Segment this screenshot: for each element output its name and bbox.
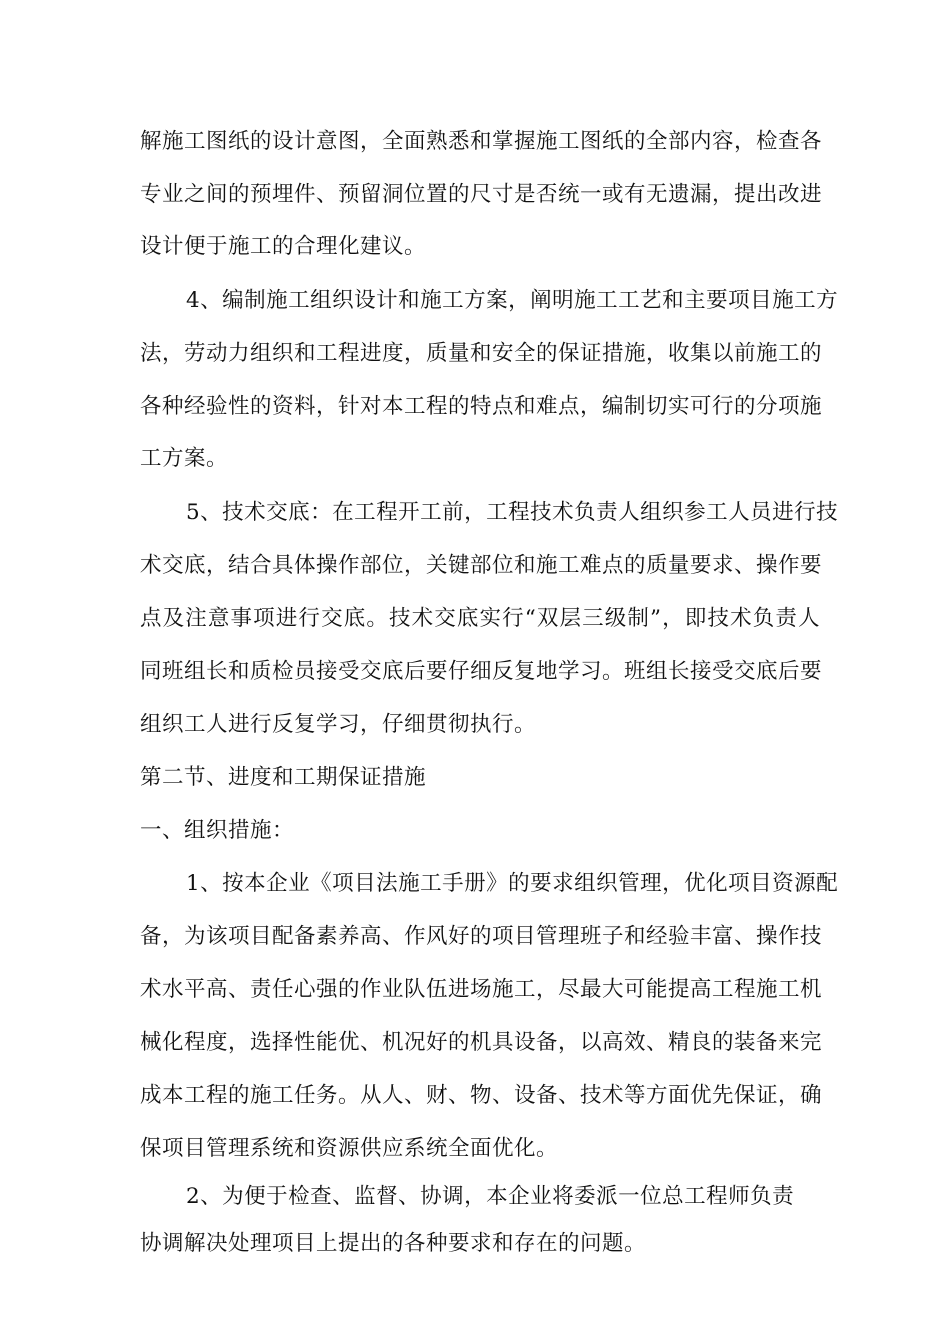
text-line: 2、为便于检查、监督、协调，本企业将委派一位总工程师负责 (186, 1184, 795, 1209)
text-line: 工方案。 (140, 446, 229, 471)
text-line: 设计便于施工的合理化建议。 (140, 234, 427, 259)
text-line: 专业之间的预埋件、预留洞位置的尺寸是否统一或有无遗漏，提出改进 (140, 182, 823, 207)
text-line: 术水平高、责任心强的作业队伍进场施工，尽最大可能提高工程施工机 (140, 977, 823, 1002)
text-line: 法，劳动力组织和工程进度，质量和安全的保证措施，收集以前施工的 (140, 341, 823, 366)
text-line: 点及注意事项进行交底。技术交底实行“双层三级制”，即技术负责人 (140, 606, 820, 631)
text-line: 1、按本企业《项目法施工手册》的要求组织管理，优化项目资源配 (186, 871, 839, 896)
text-line: 备，为该项目配备素养高、作风好的项目管理班子和经验丰富、操作技 (140, 924, 823, 949)
text-line: 保项目管理系统和资源供应系统全面优化。 (140, 1136, 559, 1161)
text-line: 械化程度，选择性能优、机况好的机具设备，以高效、精良的装备来完 (140, 1030, 823, 1055)
section-heading: 第二节、进度和工期保证措施 (140, 765, 427, 790)
text-line: 成本工程的施工任务。从人、财、物、设备、技术等方面优先保证，确 (140, 1083, 823, 1108)
text-line: 组织工人进行反复学习，仔细贯彻执行。 (140, 712, 537, 737)
text-line: 术交底，结合具体操作部位，关键部位和施工难点的质量要求、操作要 (140, 553, 823, 578)
text-line: 5、技术交底：在工程开工前，工程技术负责人组织参工人员进行技 (186, 500, 839, 525)
text-line: 协调解决处理项目上提出的各种要求和存在的问题。 (140, 1231, 647, 1256)
subsection-heading: 一、组织措施： (140, 818, 295, 843)
text-line: 各种经验性的资料，针对本工程的特点和难点，编制切实可行的分项施 (140, 394, 823, 419)
text-line: 4、编制施工组织设计和施工方案，阐明施工工艺和主要项目施工方 (186, 288, 839, 313)
text-line: 解施工图纸的设计意图，全面熟悉和掌握施工图纸的全部内容，检查各 (140, 129, 823, 154)
text-line: 同班组长和质检员接受交底后要仔细反复地学习。班组长接受交底后要 (140, 659, 823, 684)
